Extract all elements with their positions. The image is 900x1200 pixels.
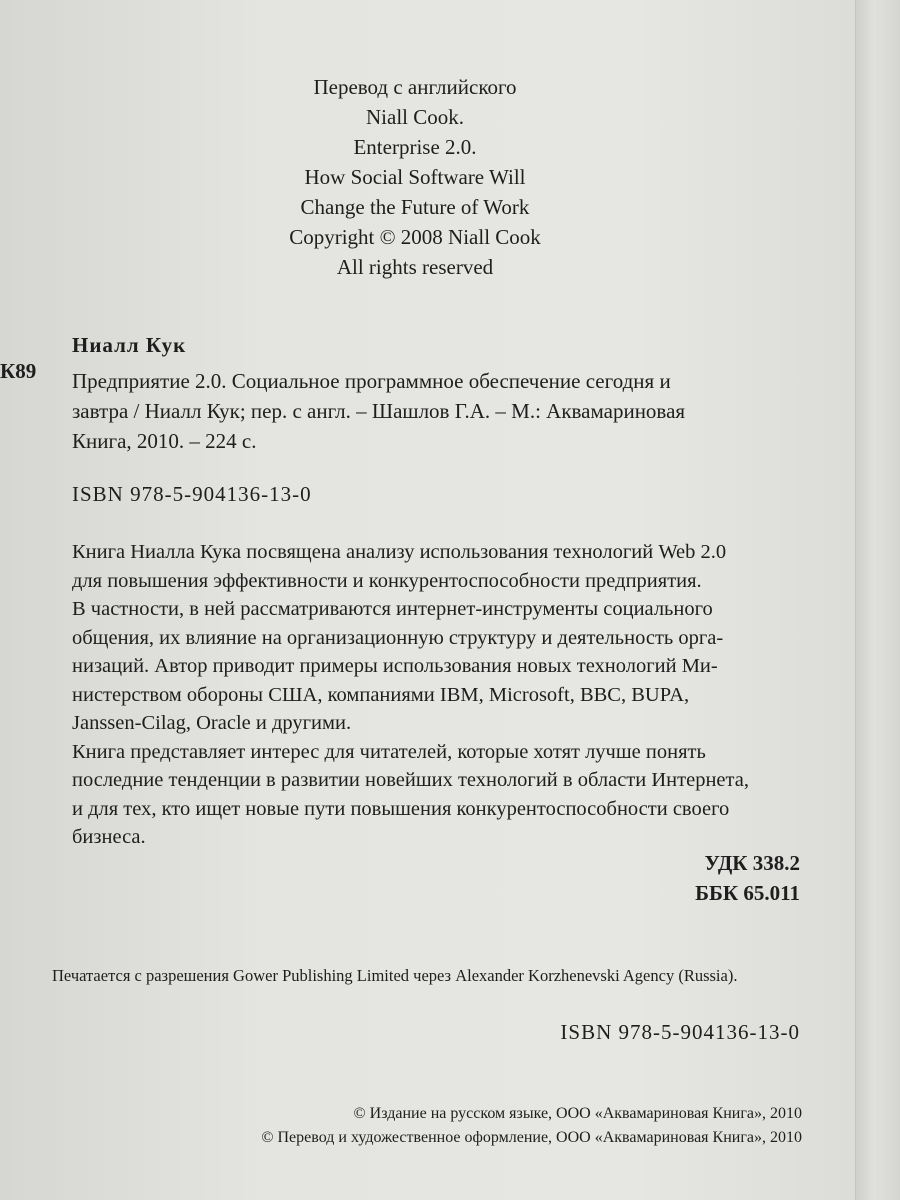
copyright-line: © Издание на русском языке, ООО «Аквамариновая Книга», 2010 [353, 1105, 802, 1122]
original-line: Change the Future of Work [300, 195, 530, 219]
author-code: К89 [0, 359, 37, 383]
copyright-block [250, 1102, 802, 1150]
bbk-code: ББК 65.011 [695, 881, 800, 905]
annotation-line: общения, их влияние на организационную структуру и деятельность орга- [72, 626, 724, 649]
annotation [72, 538, 812, 852]
annotation-line: Janssen-Cilag, Oracle и другими. [72, 712, 352, 734]
biblio-line: Предприятие 2.0. Социальное программное обеспечение сегодня и [72, 369, 671, 393]
annotation-line: для повышения эффективности и конкурентоспособности предприятия. [72, 569, 702, 592]
original-line: Перевод с английского [313, 75, 517, 99]
original-edition-block [250, 72, 580, 282]
annotation-line: бизнеса. [72, 826, 146, 848]
original-line: Enterprise 2.0. [353, 135, 477, 159]
original-line: All rights reserved [336, 255, 494, 279]
isbn: ISBN 978-5-904136-13-0 [72, 482, 312, 506]
permission-note: Печатается с разрешения Gower Publishing Limited через Alexander Korzhenevski Agency (Russia). [52, 966, 738, 985]
isbn-bottom: ISBN 978-5-904136-13-0 [560, 1020, 800, 1044]
original-line: Niall Cook. [366, 105, 464, 129]
biblio-line: завтра / Ниалл Кук; пер. с англ. – Шашлов Г.А. – М.: Аквамариновая [72, 399, 686, 423]
biblio-line: Книга, 2010. – 224 с. [72, 429, 257, 453]
copyright-line: © Перевод и художественное оформление, ООО «Аквамариновая Книга», 2010 [261, 1129, 802, 1146]
bibliographic-description [72, 366, 807, 456]
annotation-line: и для тех, кто ищет новые пути повышения конкурентоспособности своего [72, 797, 730, 820]
original-line: How Social Software Will [304, 165, 526, 189]
annotation-line: последние тенденции в развитии новейших технологий в области Интернета, [72, 769, 749, 791]
original-line: Copyright © 2008 Niall Cook [289, 225, 541, 249]
author-name: Ниалл Кук [72, 333, 187, 357]
annotation-line: В частности, в ней рассматриваются интернет-инструменты социального [72, 598, 713, 620]
udk-code: УДК 338.2 [704, 851, 800, 875]
annotation-line: Книга представляет интерес для читателей, которые хотят лучше понять [72, 740, 706, 763]
annotation-line: Книга Ниалла Кука посвящена анализу использования технологий Web 2.0 [72, 541, 727, 563]
page-edges [855, 0, 900, 1200]
classification-codes [660, 848, 800, 908]
annotation-line: низаций. Автор приводит примеры использования новых технологий Ми- [72, 655, 718, 677]
annotation-line: нистерством обороны США, компаниями IBM, Microsoft, BBC, BUPA, [72, 683, 690, 706]
